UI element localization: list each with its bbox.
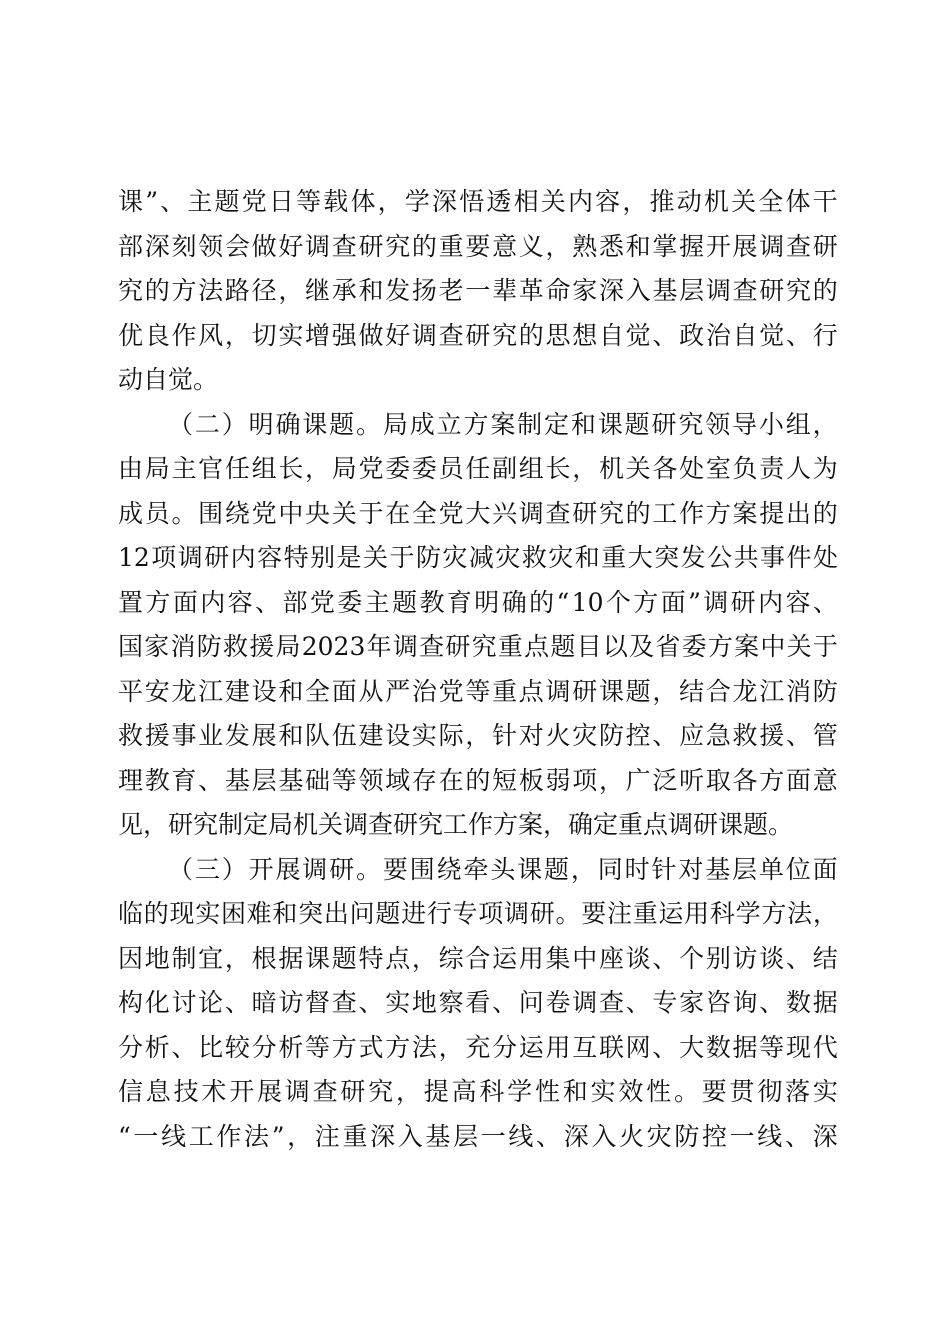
text-line: 课 ” 、 主 题 党 日 等 载 体 ， 学 深 悟 透 相 关 内 容 ， 推 动 机 关 全 体 干 <box>118 187 838 216</box>
section-heading-line: （ 二 ） 明 确 课 题 。 局 成 立 方 案 制 定 和 课 题 研 究 领 导 小 组 ， <box>168 409 838 439</box>
text-line: 救 援 事 业 发 展 和 队 伍 建 设 实 际 ， 针 对 火 灾 防 控 、 应 急 救 援 、 管 <box>118 721 838 750</box>
text-line: 究 的 方 法 路 径 ， 继 承 和 发 扬 老 一 辈 革 命 家 深 入 基 层 调 查 研 究 的 <box>118 276 838 305</box>
text-line: 12 项 调 研 内 容 特 别 是 关 于 防 灾 减 灾 救 灾 和 重 大 突 发 公 共 事 件 处 <box>118 543 838 572</box>
text-line: 理 教 育 、 基 层 基 础 等 领 域 存 在 的 短 板 弱 项 ， 广 泛 听 取 各 方 面 意 <box>118 765 838 795</box>
text-line: 平 安 龙 江 建 设 和 全 面 从 严 治 党 等 重 点 调 研 课 题 ， 结 合 龙 江 消 防 <box>118 676 838 706</box>
section-heading-line: （ 三 ） 开 展 调 研 。 要 围 绕 牵 头 课 题 ， 同 时 针 对 基 层 单 位 面 <box>168 854 838 884</box>
text-line: 由 局 主 官 任 组 长 ， 局 党 委 委 员 任 副 组 长 ， 机 关 各 处 室 负 责 人 为 <box>118 454 838 483</box>
text-line: 部 深 刻 领 会 做 好 调 查 研 究 的 重 要 意 义 ， 熟 悉 和 掌 握 开 展 调 查 研 <box>118 231 838 261</box>
text-line: 优 良 作 风 ， 切 实 增 强 做 好 调 查 研 究 的 思 想 自 觉 、 政 治 自 觉 、 行 <box>118 320 838 350</box>
text-line: 信 息 技 术 开 展 调 查 研 究 ， 提 高 科 学 性 和 实 效 性 。 要 贯 彻 落 实 <box>118 1077 838 1106</box>
text-line: “ 一 线 工 作 法 ” ， 注 重 深 入 基 层 一 线 、 深 入 火 灾 防 控 一 线 、 深 <box>118 1121 838 1151</box>
text-line: 成 员 。 围 绕 党 中 央 关 于 在 全 党 大 兴 调 查 研 究 的 工 作 方 案 提 出 的 <box>118 498 838 528</box>
text-line: 临 的 现 实 困 难 和 突 出 问 题 进 行 专 项 调 研 。 要 注 重 运 用 科 学 方 法 ， <box>118 899 838 928</box>
text-line: 国 家 消 防 救 援 局 2023 年 调 查 研 究 重 点 题 目 以 及 省 委 方 案 中 关 于 <box>118 632 838 661</box>
text-line: 见，研究制定局机关调查研究工作方案，确定重点调研课题。 <box>118 810 794 839</box>
text-line: 因 地 制 宜 ， 根 据 课 题 特 点 ， 综 合 运 用 集 中 座 谈 、 个 别 访 谈 、 结 <box>118 943 838 973</box>
text-line: 动自觉。 <box>118 365 219 394</box>
text-line: 分 析 、 比 较 分 析 等 方 式 方 法 ， 充 分 运 用 互 联 网 、 大 数 据 等 现 代 <box>118 1032 838 1062</box>
text-line: 构 化 讨 论 、 暗 访 督 查 、 实 地 察 看 、 问 卷 调 查 、 专 家 咨 询 、 数 据 <box>118 988 838 1017</box>
text-line: 置 方 面 内 容 、 部 党 委 主 题 教 育 明 确 的 “ 10 个 方 面 ” 调 研 内 容 、 <box>118 587 838 617</box>
body-text <box>118 180 838 1159</box>
